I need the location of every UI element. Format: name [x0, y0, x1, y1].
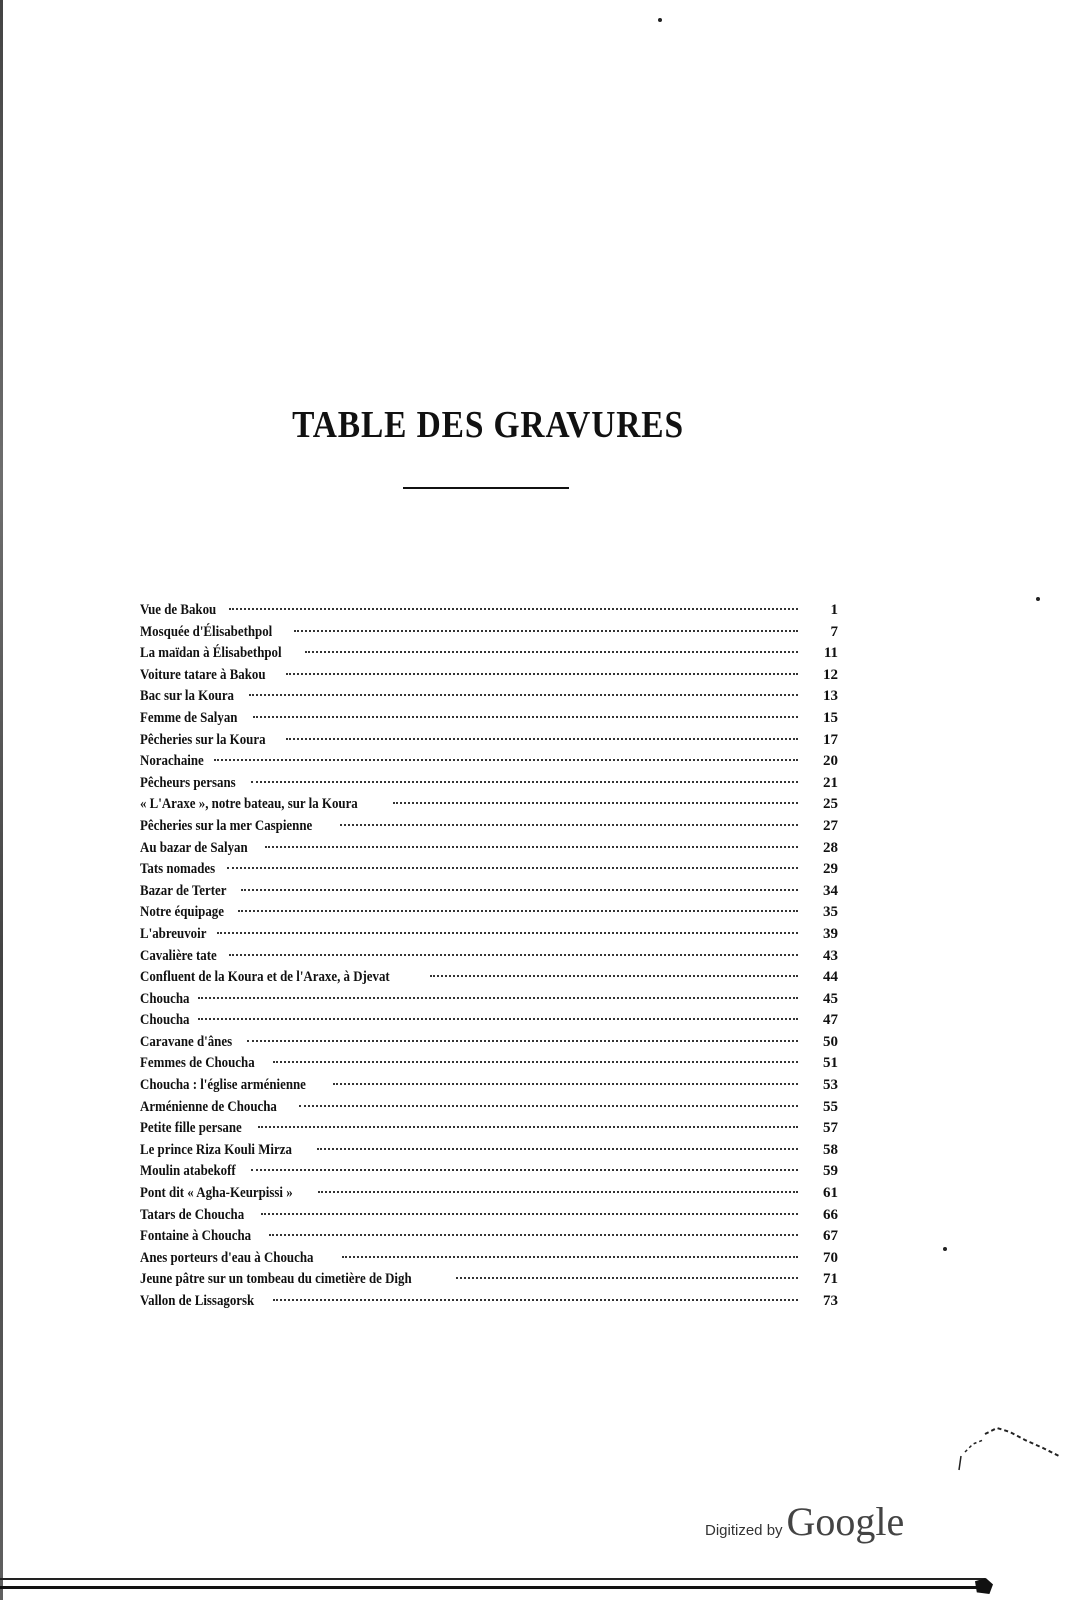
- toc-entry-page-number: 67: [823, 1228, 838, 1245]
- toc-entry-title: Choucha: [140, 990, 190, 1007]
- toc-entry-page-number: 50: [823, 1033, 838, 1050]
- toc-entry-title: Bazar de Terter: [140, 882, 227, 899]
- toc-entry-title: Pont dit « Agha-Keurpissi »: [140, 1185, 293, 1202]
- dot-leader: [249, 693, 798, 696]
- toc-entry: [140, 665, 838, 687]
- toc-entry-page-number: 66: [823, 1206, 838, 1223]
- toc-entry-title: L'abreuvoir: [140, 925, 207, 942]
- toc-entry: [140, 816, 838, 838]
- dot-leader: [198, 1017, 798, 1020]
- dot-leader: [261, 1212, 798, 1215]
- toc-entry: [140, 1291, 838, 1313]
- dot-leader: [393, 801, 798, 804]
- toc-entry-title: Au bazar de Salyan: [140, 839, 248, 856]
- toc-entry: [140, 1183, 838, 1205]
- toc-entry: [140, 1248, 838, 1270]
- toc-entry-page-number: 73: [823, 1293, 838, 1309]
- dot-leader: [227, 866, 798, 869]
- toc-entry-title: Anes porteurs d'eau à Choucha: [140, 1249, 314, 1266]
- toc-entry-title: Femmes de Choucha: [140, 1055, 255, 1072]
- toc-entry: [140, 902, 838, 924]
- scan-speck: [943, 1247, 947, 1251]
- dot-leader: [317, 1147, 798, 1150]
- toc-entry-page-number: 39: [823, 925, 838, 942]
- toc-entry: [140, 794, 838, 816]
- page-title: TABLE DES GRAVURES: [292, 404, 684, 447]
- digitization-watermark: [705, 1498, 904, 1545]
- toc-entry-title: Pêcheurs persans: [140, 774, 236, 791]
- toc-entry: [140, 751, 838, 773]
- dot-leader: [269, 1233, 798, 1236]
- toc-entry-page-number: 47: [823, 1012, 838, 1029]
- dot-leader: [241, 888, 798, 891]
- toc-entry: [140, 643, 838, 665]
- table-of-engravings: [140, 600, 838, 1313]
- toc-entry-page-number: 25: [823, 796, 838, 813]
- dot-leader: [253, 715, 798, 718]
- dot-leader: [238, 909, 798, 912]
- toc-entry: [140, 1075, 838, 1097]
- toc-entry-page-number: 61: [823, 1185, 838, 1202]
- dot-leader: [198, 996, 798, 999]
- page-bottom-edge-shadow: [0, 1586, 990, 1589]
- toc-entry-title: Norachaine: [140, 753, 204, 770]
- page-bottom-edge: [0, 1578, 985, 1580]
- toc-entry-page-number: 44: [823, 969, 838, 986]
- dot-leader: [217, 931, 798, 934]
- dot-leader: [318, 1190, 798, 1193]
- dot-leader: [430, 974, 798, 977]
- toc-entry-title: Fontaine à Choucha: [140, 1228, 252, 1245]
- toc-entry: [140, 946, 838, 968]
- toc-entry-page-number: 27: [823, 817, 838, 834]
- toc-entry: [140, 1032, 838, 1054]
- toc-entry: [140, 600, 838, 622]
- toc-entry-page-number: 12: [823, 666, 838, 683]
- toc-entry: [140, 1118, 838, 1140]
- toc-entry-title: Bac sur la Koura: [140, 688, 235, 705]
- toc-entry-title: Petite fille persane: [140, 1120, 242, 1137]
- toc-entry: [140, 1097, 838, 1119]
- toc-entry: [140, 1010, 838, 1032]
- toc-entry-title: Tats nomades: [140, 861, 216, 878]
- toc-entry: [140, 924, 838, 946]
- toc-entry-page-number: 43: [823, 947, 838, 964]
- toc-entry-page-number: 15: [823, 709, 838, 726]
- toc-entry-title: Cavalière tate: [140, 947, 217, 964]
- toc-entry-page-number: 51: [823, 1055, 838, 1072]
- dot-leader: [273, 1060, 798, 1063]
- toc-entry: [140, 859, 838, 881]
- toc-entry-page-number: 34: [823, 882, 838, 899]
- dot-leader: [229, 953, 798, 956]
- watermark-brand: Google: [786, 1499, 905, 1544]
- dot-leader: [333, 1082, 798, 1085]
- toc-entry: [140, 989, 838, 1011]
- toc-entry-page-number: 1: [830, 602, 838, 618]
- toc-entry-page-number: 57: [823, 1120, 838, 1137]
- toc-entry: [140, 622, 838, 644]
- toc-entry-title: Le prince Riza Kouli Mirza: [140, 1141, 292, 1158]
- toc-entry-page-number: 17: [823, 731, 838, 748]
- scan-speck: [658, 18, 662, 22]
- toc-entry: [140, 1161, 838, 1183]
- toc-entry-page-number: 71: [823, 1271, 838, 1288]
- toc-entry-page-number: 11: [823, 645, 838, 662]
- dot-leader: [265, 845, 798, 848]
- ink-smudge: [955, 1422, 1065, 1482]
- dot-leader: [340, 823, 798, 826]
- toc-entry-title: « L'Araxe », notre bateau, sur la Koura: [140, 796, 358, 813]
- dot-leader: [286, 737, 798, 740]
- toc-entry-page-number: 29: [823, 861, 838, 878]
- toc-entry-page-number: 59: [823, 1163, 838, 1180]
- toc-entry-title: La maïdan à Élisabethpol: [140, 645, 282, 662]
- toc-entry-title: Pêcheries sur la Koura: [140, 731, 266, 748]
- dot-leader: [258, 1125, 798, 1128]
- toc-entry: [140, 1205, 838, 1227]
- toc-entry-page-number: 13: [823, 688, 838, 705]
- toc-entry: [140, 1053, 838, 1075]
- watermark-prefix: Digitized by: [705, 1522, 783, 1539]
- toc-entry: [140, 1140, 838, 1162]
- dot-leader: [342, 1255, 798, 1258]
- toc-entry-title: Choucha : l'église arménienne: [140, 1077, 306, 1094]
- dot-leader: [251, 1168, 798, 1171]
- dot-leader: [229, 607, 798, 610]
- toc-entry-title: Tatars de Choucha: [140, 1206, 245, 1223]
- toc-entry-page-number: 70: [823, 1249, 838, 1266]
- dot-leader: [299, 1104, 798, 1107]
- toc-entry: [140, 1226, 838, 1248]
- toc-entry-title: Voiture tatare à Bakou: [140, 666, 266, 683]
- dot-leader: [247, 1039, 798, 1042]
- toc-entry-page-number: 35: [823, 904, 838, 921]
- toc-entry-title: Caravane d'ânes: [140, 1033, 233, 1050]
- toc-entry: [140, 686, 838, 708]
- toc-entry-page-number: 45: [823, 990, 838, 1007]
- dot-leader: [273, 1298, 798, 1301]
- toc-entry-page-number: 28: [823, 839, 838, 856]
- dot-leader: [214, 758, 798, 761]
- toc-entry-page-number: 55: [823, 1098, 838, 1115]
- dot-leader: [456, 1276, 798, 1279]
- toc-entry-title: Mosquée d'Élisabethpol: [140, 623, 273, 640]
- toc-entry-title: Vallon de Lissagorsk: [140, 1293, 255, 1309]
- toc-entry-title: Confluent de la Koura et de l'Araxe, à Djevat: [140, 969, 390, 986]
- toc-entry: [140, 708, 838, 730]
- toc-entry-title: Pêcheries sur la mer Caspienne: [140, 817, 313, 834]
- toc-entry: [140, 967, 838, 989]
- dot-leader: [305, 650, 798, 653]
- toc-entry-title: Choucha: [140, 1012, 190, 1029]
- toc-entry-page-number: 7: [830, 623, 838, 640]
- toc-entry-title: Jeune pâtre sur un tombeau du cimetière de Digh: [140, 1271, 412, 1288]
- toc-entry: [140, 881, 838, 903]
- toc-entry-page-number: 53: [823, 1077, 838, 1094]
- dot-leader: [251, 780, 798, 783]
- toc-entry: [140, 730, 838, 752]
- toc-entry-page-number: 58: [823, 1141, 838, 1158]
- toc-entry: [140, 1269, 838, 1291]
- dot-leader: [294, 629, 798, 632]
- corner-ink-mark: [975, 1578, 993, 1594]
- title-rule: [403, 487, 569, 489]
- toc-entry: [140, 773, 838, 795]
- toc-entry-title: Vue de Bakou: [140, 602, 217, 618]
- toc-entry-page-number: 20: [823, 753, 838, 770]
- scan-speck: [1036, 597, 1040, 601]
- toc-entry-title: Arménienne de Choucha: [140, 1098, 277, 1115]
- toc-entry-page-number: 21: [823, 774, 838, 791]
- toc-entry-title: Moulin atabekoff: [140, 1163, 236, 1180]
- toc-entry: [140, 838, 838, 860]
- toc-entry-title: Notre équipage: [140, 904, 224, 921]
- dot-leader: [286, 672, 798, 675]
- toc-entry-title: Femme de Salyan: [140, 709, 238, 726]
- scan-edge-left: [0, 0, 3, 1600]
